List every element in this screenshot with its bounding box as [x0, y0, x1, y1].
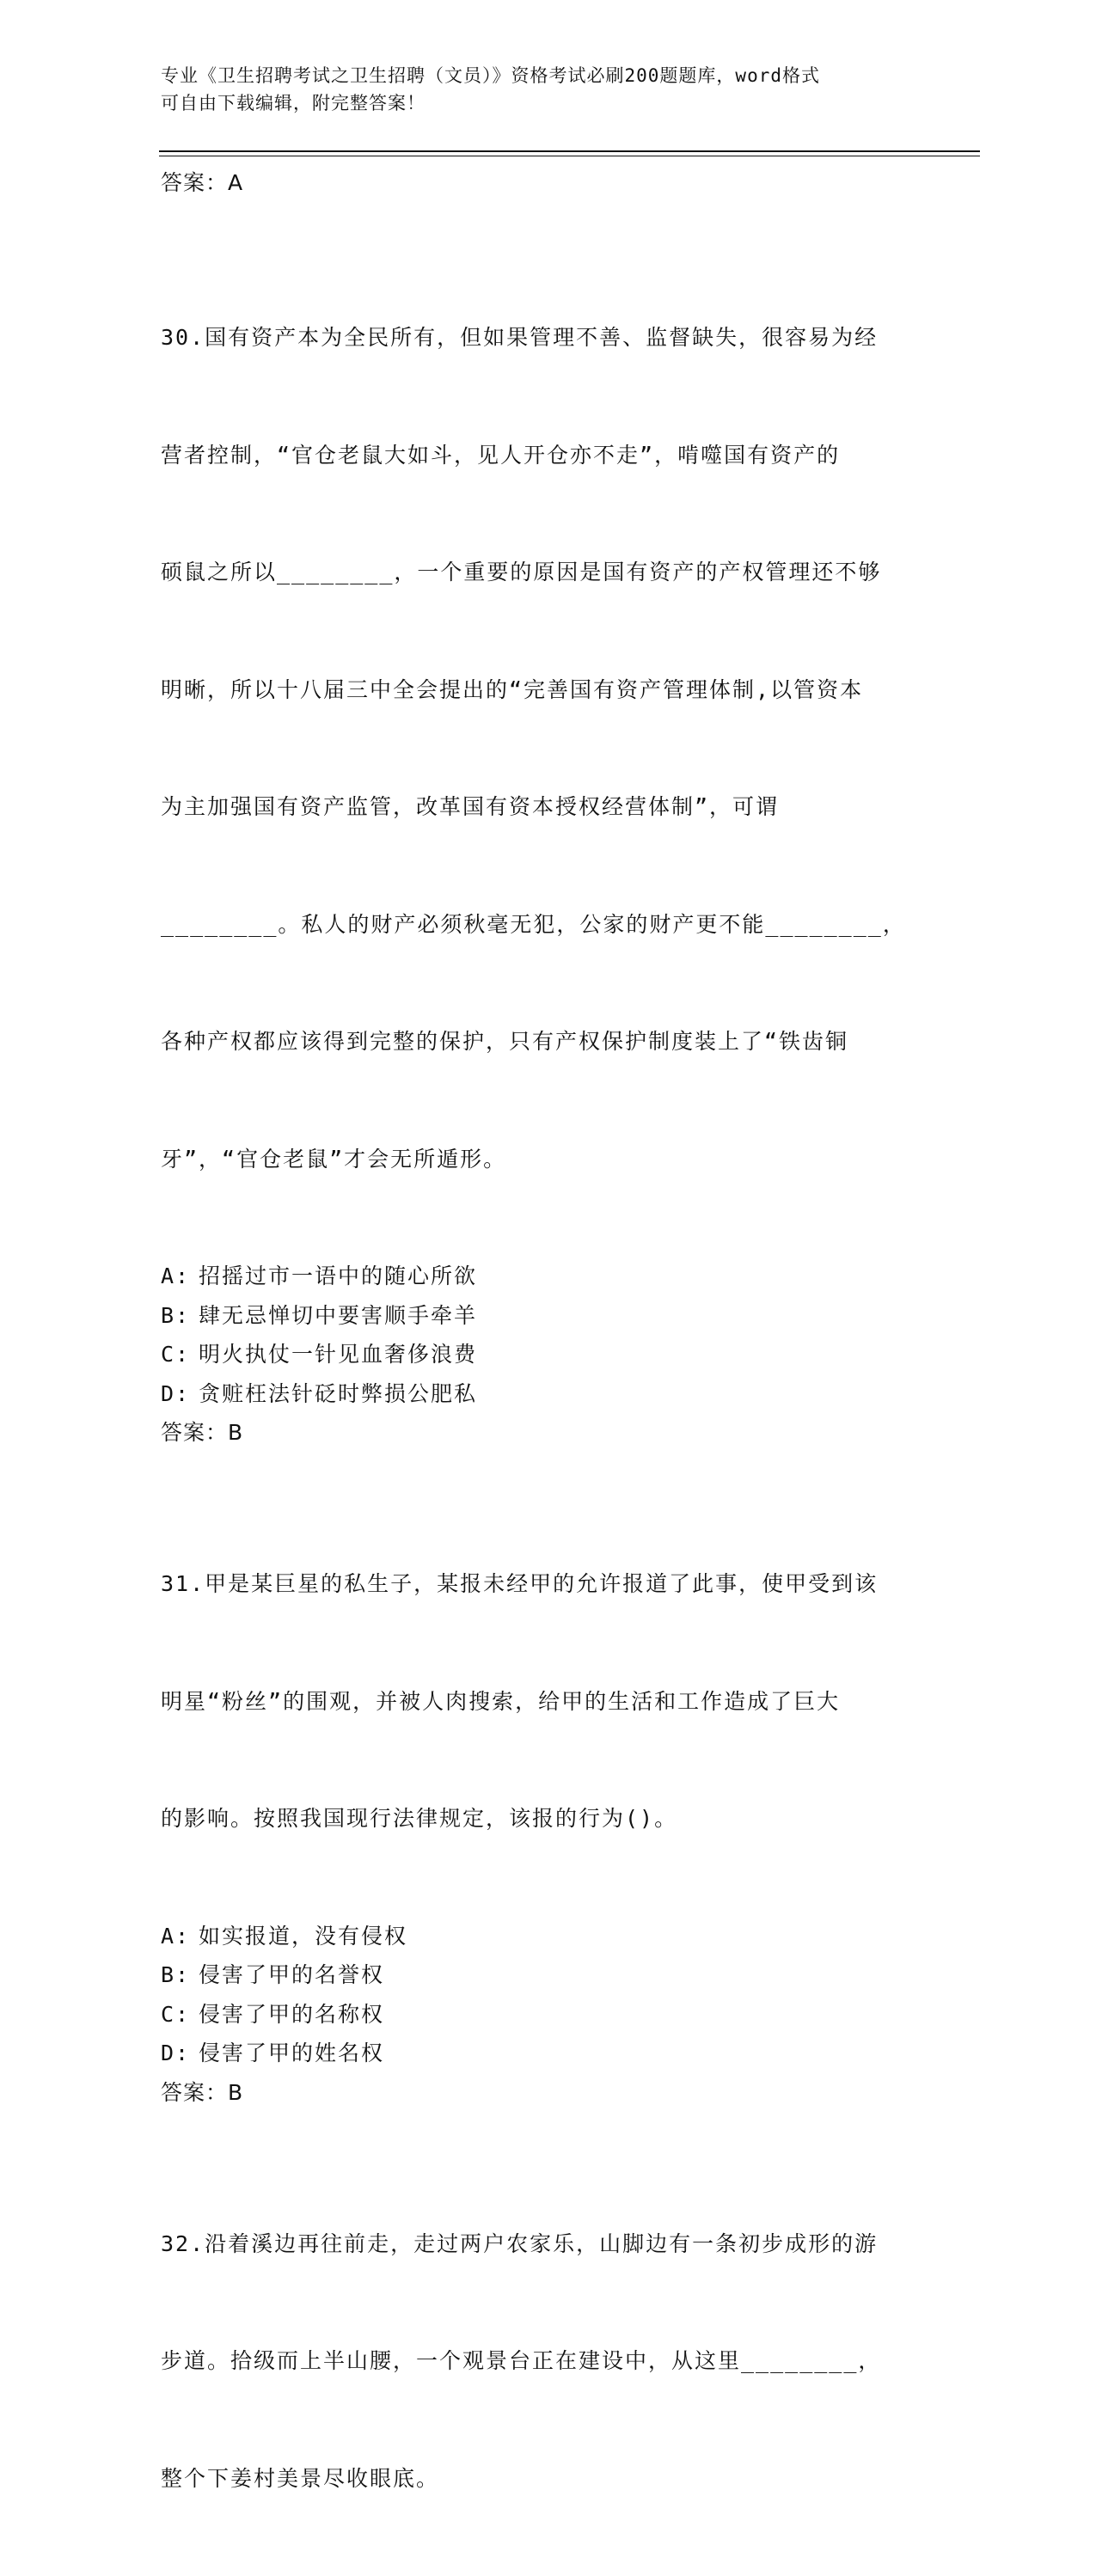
stem-line: 牙”，“官仓老鼠”才会无所遁形。: [161, 1140, 934, 1179]
header-line-1: 专业《卫生招聘考试之卫生招聘（文员）》资格考试必刷200题题库，word格式: [161, 62, 917, 89]
header-divider-thick: [159, 150, 980, 152]
question-30: [161, 240, 934, 1452]
option-letter: A:: [161, 1917, 199, 1956]
option-a: [161, 1917, 934, 1956]
stem-line: 明星“粉丝”的围观，并被人肉搜索，给甲的生活和工作造成了巨大: [161, 1682, 934, 1722]
question-stem: [161, 1486, 934, 1917]
option-text: 招摇过市一语中的随心所欲: [199, 1264, 477, 1288]
stem-line: 整个下姜村美景尽收眼底。: [161, 2459, 934, 2499]
option-text: 侵害了甲的名称权: [199, 2002, 384, 2027]
stem-line: 各种产权都应该得到完整的保护，只有产权保护制度装上了“铁齿铜: [161, 1022, 934, 1062]
stem-line: 32.沿着溪边再往前走，走过两户农家乐，山脚边有一条初步成形的游: [161, 2224, 934, 2264]
option-c: [161, 1995, 934, 2034]
option-letter: C:: [161, 1995, 199, 2034]
option-d: [161, 2034, 934, 2073]
option-a: [161, 1257, 934, 1296]
header-line-2: 可自由下载编辑，附完整答案！: [161, 89, 917, 117]
option-letter: D:: [161, 2034, 199, 2073]
option-text: 贪赃枉法针砭时弊损公肥私: [199, 1381, 477, 1406]
option-text: 侵害了甲的姓名权: [199, 2041, 384, 2065]
option-letter: C:: [161, 1335, 199, 1374]
document-body: [161, 163, 934, 2576]
stem-line: 的影响。按照我国现行法律规定，该报的行为()。: [161, 1799, 934, 1839]
question-32: [161, 2146, 934, 2576]
stem-line: 营者控制，“官仓老鼠大如斗，见人开仓亦不走”，啃噬国有资产的: [161, 436, 934, 475]
option-text: 侵害了甲的名誉权: [199, 1962, 384, 1987]
option-c: [161, 1335, 934, 1374]
stem-line: 硕鼠之所以________，一个重要的原因是国有资产的产权管理还不够: [161, 553, 934, 592]
answer-line: 答案：B: [161, 1413, 934, 1452]
stem-line: 步道。拾级而上半山腰，一个观景台正在建设中，从这里________，: [161, 2341, 934, 2381]
option-letter: B:: [161, 1955, 199, 1995]
option-text: 肆无忌惮切中要害顺手牵羊: [199, 1303, 477, 1328]
question-31: [161, 1486, 934, 2112]
option-letter: D:: [161, 1374, 199, 1414]
document-header: [161, 62, 917, 117]
option-b: [161, 1955, 934, 1995]
option-text: 明火执仗一针见血奢侈浪费: [199, 1342, 477, 1367]
question-stem: [161, 240, 934, 1257]
question-stem: [161, 2146, 934, 2576]
stem-line: ________。私人的财产必须秋毫无犯，公家的财产更不能________，: [161, 905, 934, 945]
stem-line: 30.国有资产本为全民所有，但如果管理不善、监督缺失，很容易为经: [161, 318, 934, 358]
option-d: [161, 1374, 934, 1414]
option-b: [161, 1296, 934, 1336]
stem-line: 31.甲是某巨星的私生子，某报未经甲的允许报道了此事，使甲受到该: [161, 1564, 934, 1604]
option-letter: A:: [161, 1257, 199, 1296]
stem-line: 明晰，所以十八届三中全会提出的“完善国有资产管理体制,以管资本: [161, 670, 934, 710]
answer-line: 答案：B: [161, 2073, 934, 2112]
option-letter: B:: [161, 1296, 199, 1336]
previous-answer: 答案：A: [161, 163, 934, 202]
stem-line: 为主加强国有资产监管，改革国有资本授权经营体制”，可谓: [161, 787, 934, 827]
option-text: 如实报道，没有侵权: [199, 1924, 407, 1949]
